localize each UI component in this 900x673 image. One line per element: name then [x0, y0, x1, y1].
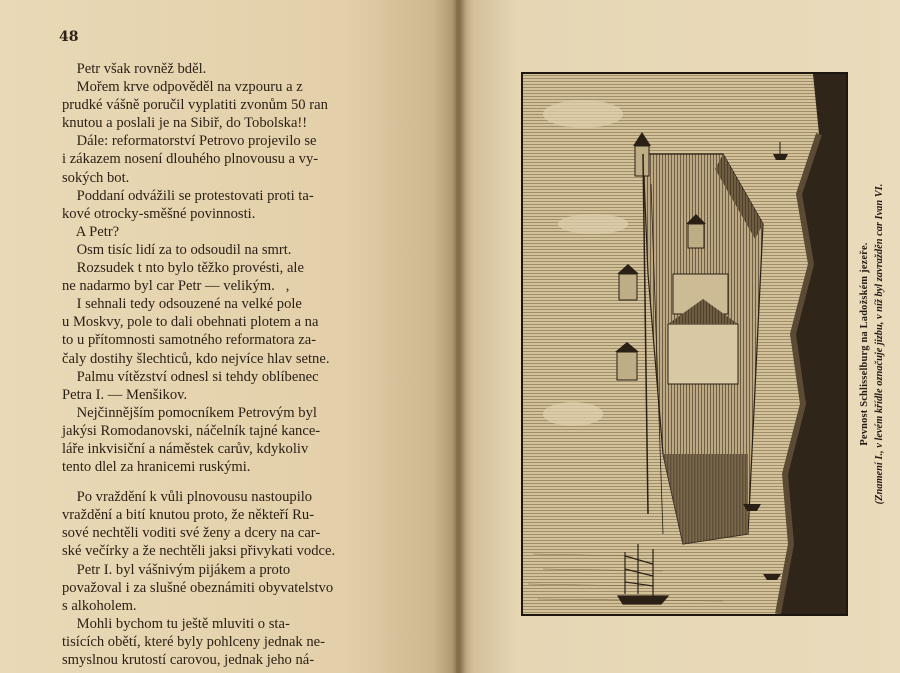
paragraph	[62, 187, 392, 223]
paragraph	[62, 368, 392, 404]
text-line: ne nadarmo byl car Petr — velikým. ,	[62, 278, 290, 295]
text-line: Petr I. byl vášnivým pijákem a proto	[62, 561, 291, 578]
page-number: 48	[59, 29, 79, 45]
text-line: jakýsi Romodanovski, náčelník tajné kance-	[62, 422, 321, 439]
text-line: sokých bot.	[62, 169, 130, 186]
fortress-illustration	[523, 74, 846, 614]
fortress-engraving	[521, 72, 848, 616]
text-line: považoval i za slušné obeznámiti obyvatelstvo	[62, 579, 334, 596]
text-line: Osm tisíc lidí za to odsoudil na smrt.	[62, 241, 292, 258]
plate-caption	[852, 72, 892, 616]
paragraph	[62, 488, 392, 560]
text-line: Mohli bychom tu ještě mluviti o sta-	[62, 615, 290, 632]
paragraph	[62, 132, 392, 186]
paragraph	[62, 78, 392, 132]
paragraph	[62, 259, 392, 295]
text-line: i zákazem nosení dlouhého plnovousu a vy-	[62, 151, 319, 168]
paragraph	[62, 223, 392, 241]
text-line: smyslnou krutostí carovou, jednak jeho ná-	[62, 652, 315, 668]
gutter-shadow	[452, 0, 466, 673]
text-line: sové nechtěli voditi své ženy a dcery na car-	[62, 525, 321, 542]
text-line: s alkoholem.	[62, 597, 137, 614]
paragraph	[62, 295, 392, 367]
paragraph	[62, 60, 392, 78]
text-line: I sehnali tedy odsouzené na velké pole	[62, 296, 302, 313]
body-text	[62, 60, 392, 669]
text-line: knutou a poslali je na Sibiř, do Tobolska!!	[62, 115, 308, 132]
text-line: Petr však rovněž bděl.	[62, 61, 207, 77]
text-line: tento dlel za hranicemi ruskými.	[62, 459, 251, 476]
paragraph	[62, 615, 392, 669]
text-line: tisících obětí, které byly pohlceny jednak ne-	[62, 633, 326, 650]
text-line: A Petr?	[62, 223, 120, 240]
paragraph	[62, 561, 392, 615]
text-line: Nejčinnějším pomocníkem Petrovým byl	[62, 404, 317, 421]
paragraph	[62, 241, 392, 259]
text-line: láře inkvisiční a náměstek carův, kdykoliv	[62, 440, 309, 457]
text-line: prudké vášně poručil vyplatiti zvonům 50 ran	[62, 97, 328, 114]
text-line: vraždění a bití knutou proto, že někteří Ru-	[62, 507, 315, 524]
text-line: Poddaní odvážili se protestovati proti ta-	[62, 187, 314, 204]
caption-title: Pevnost Schlisselburg na Ladožském jezeře.	[859, 242, 870, 446]
text-line: Mořem krve odpověděl na vzpouru a z	[62, 79, 303, 96]
text-line: to u přítomnosti samotného reformatora za-	[62, 332, 317, 349]
caption-note: (Znamení I., v levém křídle označuje jizbu, v níž byl zavražděn car Ivan VI.	[874, 183, 885, 505]
text-line: ské večírky a že nechtěli jaksi přivykati vodce.	[62, 543, 336, 560]
text-line: Palmu vítězství odnesl si tehdy oblíbenec	[62, 368, 319, 385]
text-line: Po vraždění k vůli plnovousu nastoupilo	[62, 489, 313, 506]
text-line: kové otrocky-směšné povinnosti.	[62, 205, 256, 222]
text-line: Rozsudek t nto bylo těžko provésti, ale	[62, 260, 304, 277]
text-line: Dále: reformatorství Petrovo projevilo se	[62, 133, 317, 150]
text-line: u Moskvy, pole to dali obehnati plotem a na	[62, 314, 319, 331]
paragraph	[62, 404, 392, 476]
text-line: Petra I. — Menšikov.	[62, 386, 188, 403]
text-line: čaly dostihy šlechticů, kdo nejvíce hlav setne.	[62, 350, 330, 367]
